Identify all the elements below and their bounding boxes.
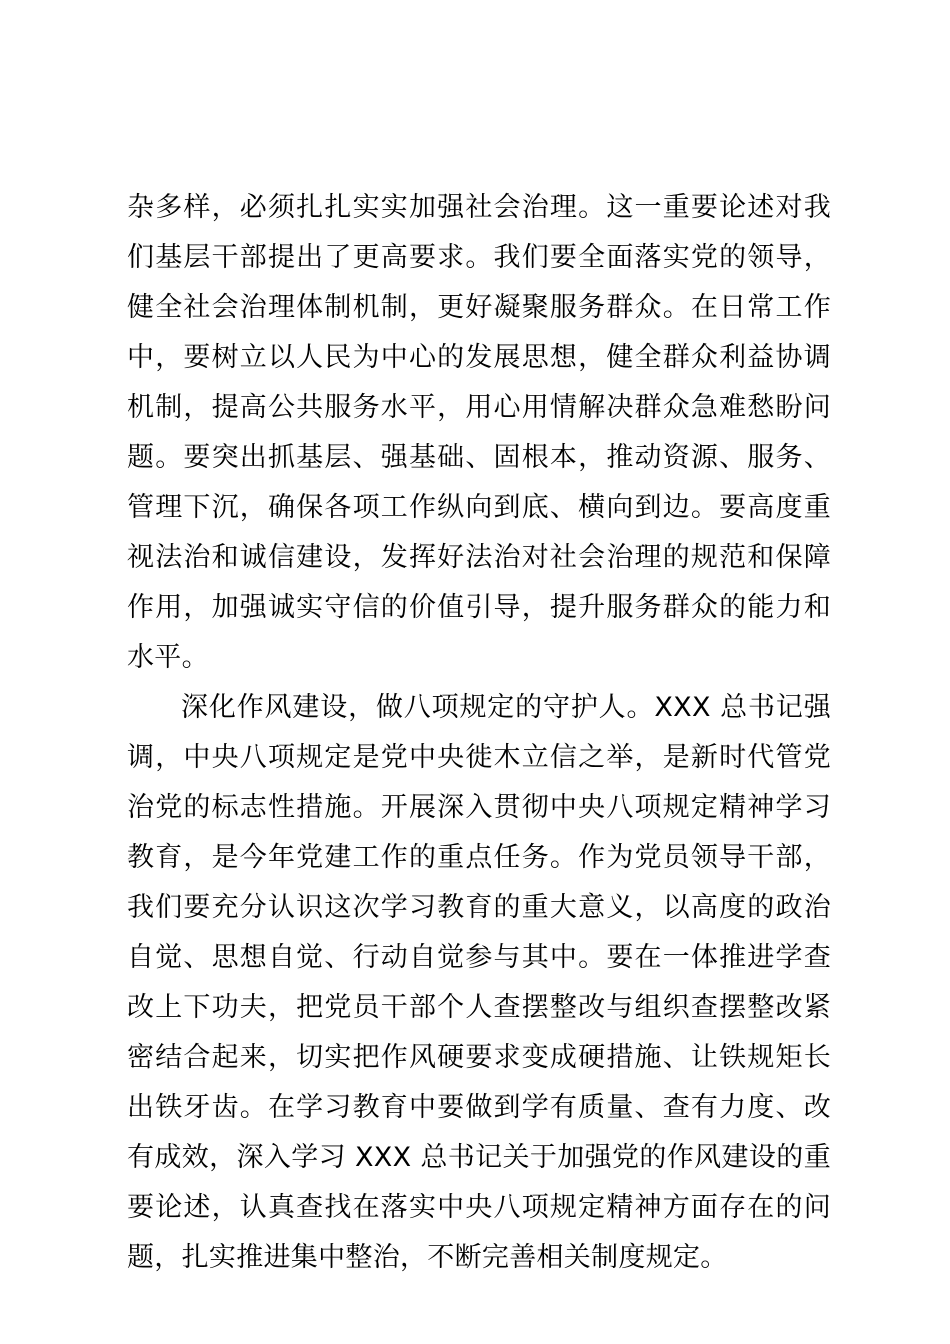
paragraph-social-governance: 杂多样，必须扎扎实实加强社会治理。这一重要论述对我们基层干部提出了更高要求。我们要全面落实党的领导，健全社会治理体制机制，更好凝聚服务群众。在日常工作中，要树立以人民为中心的发展思想，健全群众利益协调机制，提高公共服务水平，用心用情解决群众急难愁盼问题。要突出抓基层、强基础、固根本，推动资源、服务、管理下沉，确保各项工作纵向到底、横向到边。要高度重视法治和诚信建设，发挥好法治对社会治理的规范和保障作用，加强诚实守信的价值引导，提升服务群众的能力和水平。 [127,192,831,673]
paragraph-work-style: 深化作风建设，做八项规定的守护人。XXX 总书记强调，中央八项规定是党中央徙木立信之举，是新时代管党治党的标志性措施。开展深入贯彻中央八项规定精神学习教育，是今年党建工作的重点任务。作为党员领导干部，我们要充分认识这次学习教育的重大意义，以高度的政治自觉、思想自觉、行动自觉参与其中。要在一体推进学查改上下功夫，把党员干部个人查摆整改与组织查摆整改紧密结合起来，切实把作风硬要求变成硬措施、让铁规矩长出铁牙齿。在学习教育中要做到学有质量、查有力度、改有成效，深入学习 XXX 总书记关于加强党的作风建设的重要论述，认真查找在落实中央八项规定精神方面存在的问题，扎实推进集中整治，不断完善相关制度规定。 [127,692,831,1273]
document-body [127,183,831,1283]
